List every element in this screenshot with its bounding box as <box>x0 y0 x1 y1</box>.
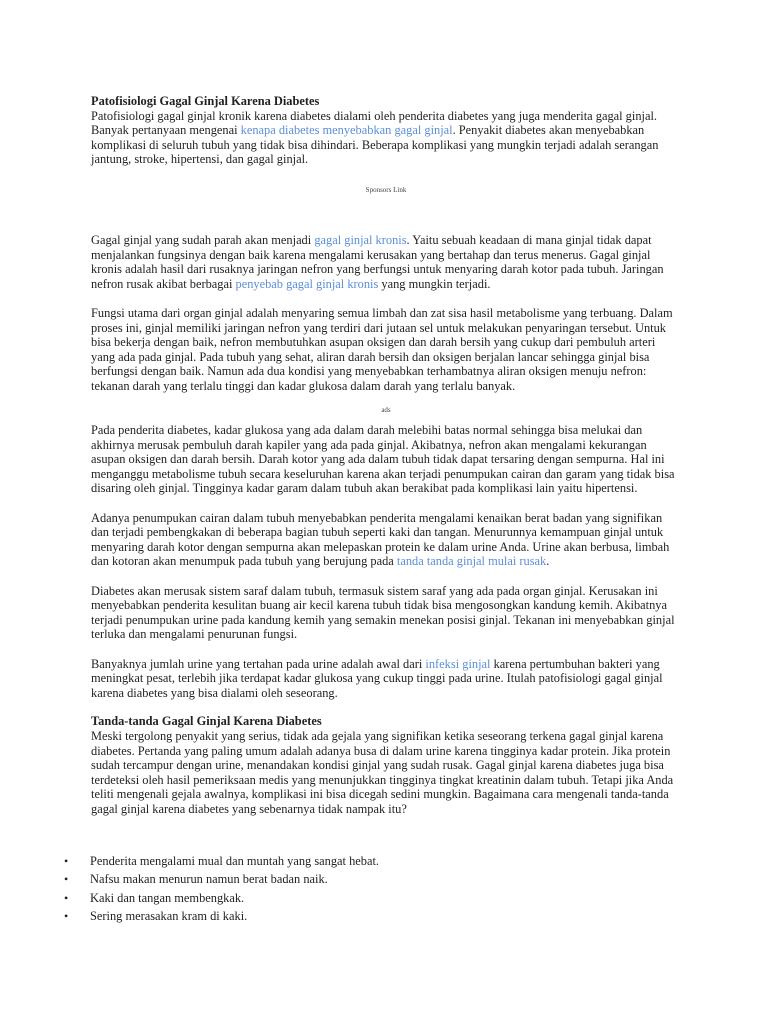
list-item-text: Nafsu makan menurun namun berat badan naik. <box>90 872 328 887</box>
sponsors-link-label: Sponsors Link <box>365 185 407 194</box>
paragraph-text: Banyaknya jumlah urine yang tertahan pada urine adalah awal dari <box>91 656 426 671</box>
link-penyebab-gagal-ginjal[interactable]: penyebab gagal ginjal kronis <box>235 276 379 291</box>
paragraph-fungsi-ginjal: Fungsi utama dari organ ginjal adalah menyaring semua limbah dan zat sisa hasil metabolisme yang terbuang. Dalam proses ini, ginjal memiliki jaringan nefron yang terdiri dari jutaan sel untuk melakukan penyaringan tersebut. Untuk bisa bekerja dengan baik, nefron membutuhkan asupan oksigen dan darah bersih yang cukup dari pembuluh arteri yang ada pada ginjal. Pada tubuh yang sehat, aliran darah bersih dan oksigen berjalan lancar sehingga ginjal bisa berfungsi dengan baik. Namun ada dua kondisi yang menyebabkan terhambatnya aliran oksigen menuju nefron: tekanan darah yang terlalu tinggi dan kadar glukosa dalam darah yang terlalu banyak. <box>91 305 673 393</box>
list-item <box>60 870 700 888</box>
article-body <box>91 94 681 831</box>
list-item <box>60 852 700 870</box>
paragraph-tanda-tanda: Meski tergolong penyakit yang serius, tidak ada gejala yang signifikan ketika seseorang terkena gagal ginjal karena diabetes. Pertanda yang paling umum adalah adanya busa di dalam urine karena tingginya kadar protein. Jika protein sudah tercampur dengan urine, menandakan kondisi ginjal yang sudah rusak. Gagal ginjal karena diabetes juga bisa terdeteksi oleh hasil pemeriksaan medis yang menunjukkan tingginya tingkat kreatinin dalam tubuh. Tetapi jika Anda teliti mengenali gejala awalnya, komplikasi ini bisa dicegah sedini mungkin. Bagaimana cara mengenali tanda-tanda gagal ginjal karena diabetes yang sebenarnya tidak nampak itu? <box>91 728 674 816</box>
list-item-text: Kaki dan tangan membengkak. <box>90 890 245 905</box>
section-title-patofisiologi: Patofisiologi Gagal Ginjal Karena Diabetes <box>91 94 320 108</box>
paragraph-text: Adanya penumpukan cairan dalam tubuh menyebabkan penderita mengalami kenaikan berat badan yang signifikan dan terjadi pembengkakan di beberapa bagian tubuh seperti kaki dan tangan. Menurunnya kemampuan ginjal untuk menyaring darah kotor dengan sempurna akan melepaskan protein ke dalam urine Anda. Urine akan berbusa, limbah dan kotoran akan menumpuk pada tubuh yang berujung pada <box>91 510 670 569</box>
bullet-icon: • <box>64 909 69 924</box>
link-kenapa-diabetes[interactable]: kenapa diabetes menyebabkan gagal ginjal <box>240 123 453 138</box>
bullet-icon: • <box>64 854 69 868</box>
bullet-icon: • <box>64 890 69 905</box>
bullet-icon: • <box>64 872 69 887</box>
link-infeksi-ginjal[interactable]: infeksi ginjal <box>425 656 491 671</box>
paragraph-text: Gagal ginjal yang sudah parah akan menjadi <box>91 232 315 247</box>
paragraph-glukosa: Pada penderita diabetes, kadar glukosa yang ada dalam darah melebihi batas normal sehingga bisa melukai dan akhirnya merusak pembuluh darah kapiler yang ada pada ginjal. Akibatnya, nefron akan mengalami kekurangan asupan oksigen dan darah bersih. Darah kotor yang ada dalam tubuh tidak dapat tersaring dengan sempurna. Hal ini menganggu metabolisme tubuh secara keseluruhan karena akan terjadi penumpukan cairan dan garam yang tidak bisa disaring oleh ginjal. Tingginya kadar garam dalam tubuh akan berakibat pada komplikasi lain yaitu hipertensi. <box>91 423 675 496</box>
paragraph-text: . <box>546 554 550 569</box>
paragraph-sistem-saraf: Diabetes akan merusak sistem saraf dalam tubuh, termasuk sistem saraf yang ada pada organ ginjal. Kerusakan ini menyebabkan penderita kesulitan buang air kecil karena tubuh tidak bisa mengosongkan kandung kemih. Akibatnya terjadi penumpukan urine pada kandung kemih yang semakin menekan posisi ginjal. Tekanan ini menyebabkan ginjal terluka dan mengalami penurunan fungsi. <box>91 583 675 642</box>
paragraph-intro <box>91 109 681 167</box>
link-gagal-ginjal-kronis[interactable]: gagal ginjal kronis <box>314 232 407 247</box>
paragraph-text: Patofisiologi gagal ginjal kronik karena diabetes dialami oleh penderita diabetes yang juga menderita gagal ginjal. Banyak pertanyaan mengenai <box>91 108 658 138</box>
paragraph-infeksi <box>91 657 681 701</box>
section-title-tanda-tanda: Tanda-tanda Gagal Ginjal Karena Diabetes <box>91 714 322 729</box>
list-item-text: Sering merasakan kram di kaki. <box>90 909 248 924</box>
list-item <box>60 907 700 925</box>
link-tanda-ginjal-rusak[interactable]: tanda tanda ginjal mulai rusak <box>396 554 547 569</box>
paragraph-gagal-ginjal-kronis <box>91 233 681 291</box>
paragraph-text: . Penyakit diabetes akan menyebabkan komplikasi di seluruh tubuh yang tidak bisa dihindari. Beberapa komplikasi yang mungkin terjadi adalah serangan jantung, stroke, hipertensi, dan gagal ginjal. <box>91 123 659 167</box>
paragraph-text: yang mungkin terjadi. <box>378 276 491 291</box>
paragraph-text: karena pertumbuhan bakteri yang meningkat pesat, terlebih jika terdapat kadar glukosa yang cukup tinggi pada urine. Itulah patofisiologi gagal ginjal karena diabetes yang bisa dialami oleh seseorang. <box>91 656 663 700</box>
paragraph-text: . Yaitu sebuah keadaan di mana ginjal tidak dapat menjalankan fungsinya dengan baik karena mengalami kerusakan yang bertahap dan terus menerus. Gagal ginjal kronis adalah hasil dari rusaknya jaringan nefron yang berfungsi untuk menyaring darah kotor pada tubuh. Jaringan nefron rusak akibat berbagai <box>91 232 664 291</box>
list-item <box>60 889 700 907</box>
ads-label: ads <box>381 406 391 415</box>
list-item-text: Penderita mengalami mual dan muntah yang sangat hebat. <box>90 854 380 868</box>
paragraph-penumpukan-cairan <box>91 511 681 569</box>
symptom-list <box>60 852 700 926</box>
